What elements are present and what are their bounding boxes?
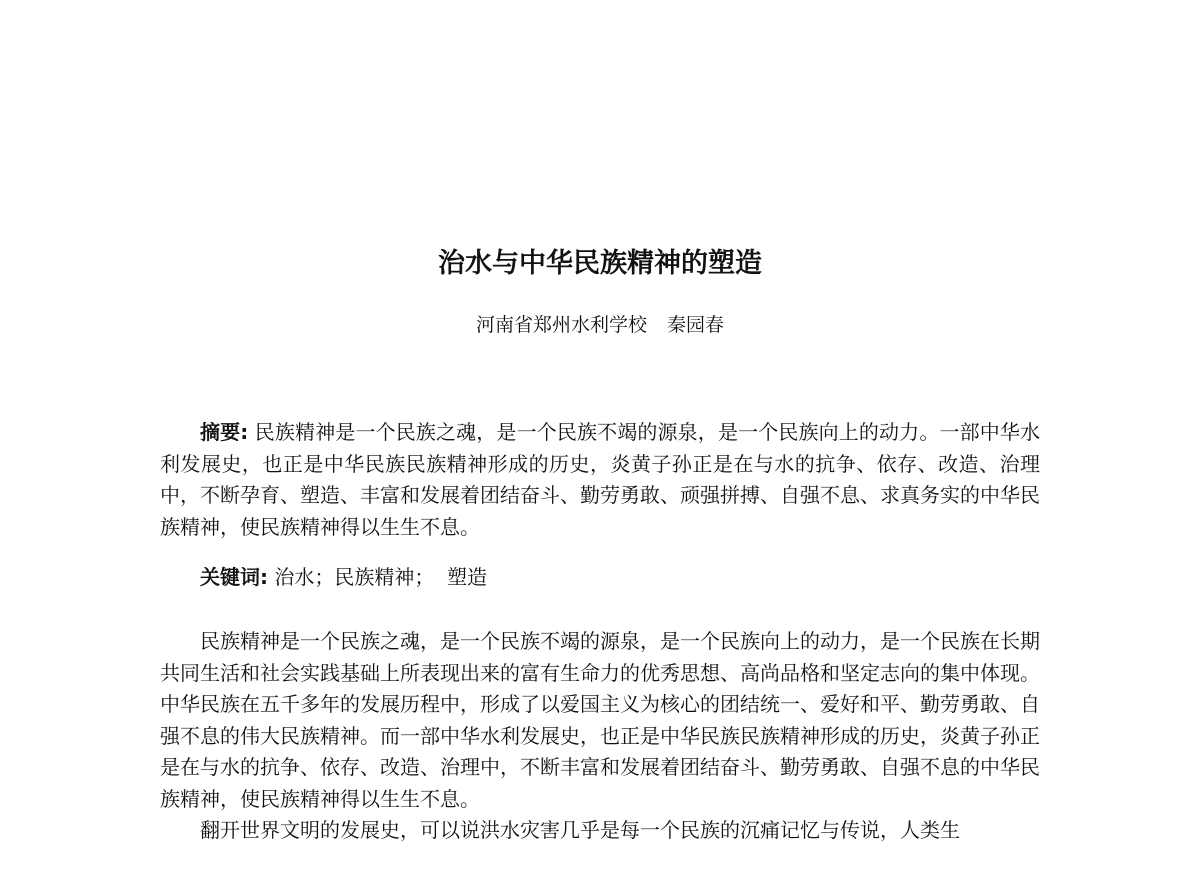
author-affiliation: 河南省郑州水利学校 [475, 314, 647, 336]
body-text [160, 626, 1040, 847]
abstract-text: 民族精神是一个民族之魂，是一个民族不竭的源泉，是一个民族向上的动力。一部中华水利发展史，也正是中华民族民族精神形成的历史，炎黄子孙正是在与水的抗争、依存、改造、治理中，不断孕育、塑造、丰富和发展着团结奋斗、勤劳勇敢、顽强拼搏、自强不息、求真务实的中华民族精神，使民族精神得以生生不息。 [160, 420, 1041, 539]
paper-title: 治水与中华民族精神的塑造 [438, 248, 762, 279]
keywords [160, 562, 1040, 594]
keywords-label: 关键词: [200, 565, 268, 589]
body-paragraph-2: 翻开世界文明的发展史，可以说洪水灾害几乎是每一个民族的沉痛记忆与传说，人类生 [200, 818, 960, 842]
abstract-label: 摘要: [200, 420, 249, 444]
author-name: 秦园春 [667, 314, 725, 336]
body-paragraph-1: 民族精神是一个民族之魂，是一个民族不竭的源泉，是一个民族向上的动力，是一个民族在长期共同生活和社会实践基础上所表现出来的富有生命力的优秀思想、高尚品格和坚定志向的集中体现。中华民族在五千多年的发展历程中，形成了以爱国主义为核心的团结统一、爱好和平、勤劳勇敢、自强不息的伟大民族精神。而一部中华水利发展史，也正是中华民族民族精神形成的历史，炎黄子孙正是在与水的抗争、依存、改造、治理中，不断丰富和发展着团结奋斗、勤劳勇敢、自强不息的中华民族精神，使民族精神得以生生不息。 [160, 629, 1040, 811]
abstract [160, 417, 1040, 543]
byline [0, 311, 1200, 339]
keywords-text: 治水；民族精神； 塑造 [274, 565, 488, 589]
